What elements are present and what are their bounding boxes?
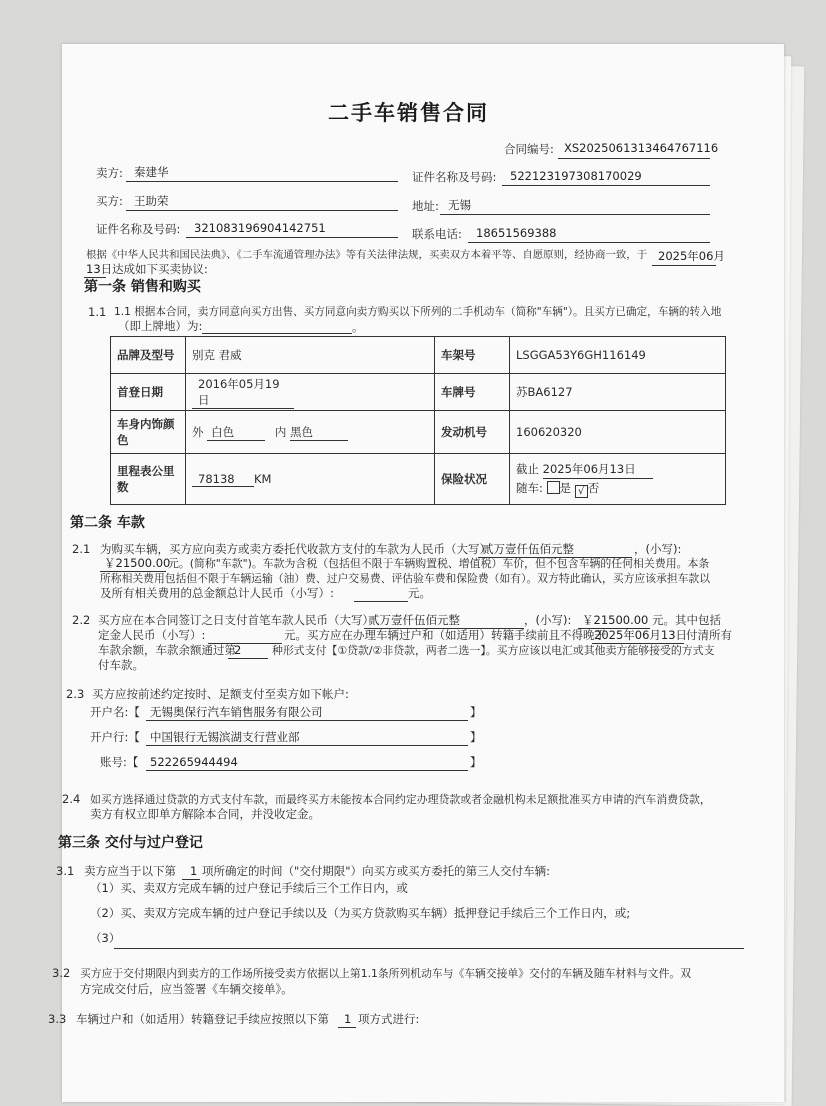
- clause-2-2-date: 2025年06月13日: [594, 628, 688, 642]
- brand-value: 别克 君威: [192, 348, 242, 362]
- buyer-id-label: 证件名称及号码:: [96, 222, 181, 236]
- article1-title: 第一条 销售和购买: [84, 279, 201, 295]
- clause-2-2-n-underline: [228, 658, 268, 659]
- reg-date-label: 首登日期: [111, 374, 186, 411]
- clause-2-4-a: 如买方选择通过贷款的方式支付车款，而最终买方未能按本合同约定办理贷款或者金融机构未足额批准买方申请的汽车消费贷款，: [90, 793, 711, 806]
- clause-3-1-n: 1: [190, 864, 198, 878]
- clause-2-3-num: 2.3: [66, 687, 85, 701]
- clause-3-3-n: 1: [344, 1012, 352, 1026]
- clause-3-1-a: 卖方应当于以下第: [84, 864, 176, 878]
- color-label: 车身内饰颜色: [111, 411, 186, 454]
- buyer-value: 王助荣: [134, 194, 169, 208]
- account-holder-value: 无锡奥保行汽车销售服务有限公司: [150, 705, 323, 719]
- article1-text2-end: 。: [352, 320, 364, 334]
- account-no-value: 522265944494: [150, 755, 238, 769]
- exterior-color: 白色: [207, 424, 265, 441]
- table-row: [111, 411, 726, 454]
- clause-2-1-c: 元。(简称"车款")。车款为含税（包括但不限于车辆购置税、增值税）车价，但不包含车辆的任何相关费用。本条: [168, 557, 710, 570]
- contract-no-label: 合同编号:: [504, 142, 554, 156]
- seller-value: 秦建华: [134, 165, 169, 179]
- seller-id-underline: [502, 185, 710, 186]
- odometer-unit: KM: [254, 471, 272, 486]
- odometer-label: 里程表公里数: [111, 454, 186, 505]
- clause-2-2-b: ，(小写):: [524, 613, 572, 627]
- clause-2-1-b: ，(小写):: [634, 542, 682, 556]
- phone-label: 联系电话:: [412, 227, 462, 241]
- register-place-blank: [202, 333, 352, 334]
- account-holder-label: 开户名:【: [90, 705, 140, 719]
- account-no-label: 账号:【: [100, 755, 139, 769]
- clause-2-1-num: 2.1: [72, 542, 91, 556]
- clause-3-2-num: 3.2: [52, 966, 71, 980]
- clause-3-2-b: 方完成交付后，应当签署《车辆交接单》。: [80, 982, 293, 996]
- reg-date-value: 2016年05月19日: [192, 376, 294, 409]
- insurance-with-car-label: 随车:: [516, 481, 543, 495]
- clause-2-1-d: 所称相关费用包括但不限于车辆运输（油）费、过户交易费、评估验车费和保险费（如有）。双方特此确认，买方应该承担车款以: [100, 572, 711, 585]
- engine-label: 发动机号: [435, 411, 510, 454]
- clause-2-1-a: 为购买车辆，买方应向卖方或卖方委托代收款方支付的车款为人民币（大写）: [100, 542, 491, 556]
- address-label: 地址:: [412, 199, 439, 213]
- interior-color: 黑色: [290, 424, 348, 441]
- yes-label: 是: [559, 481, 572, 495]
- clause-2-2-c: 元。其中包括: [652, 613, 721, 627]
- clause-2-2-d: 定金人民币（小写）:: [98, 628, 206, 642]
- clause-2-2-a: 买方应在本合同签订之日支付首笔车款人民币（大写）: [98, 613, 374, 627]
- account-holder-underline: [146, 720, 468, 721]
- plate-label: 车牌号: [435, 374, 510, 411]
- bank-value: 中国银行无锡滨湖支行营业部: [150, 730, 300, 744]
- bank-underline: [146, 745, 468, 746]
- clause-3-3-n-underline: [338, 1027, 356, 1028]
- table-row: [111, 374, 726, 411]
- exterior-label: 外: [192, 424, 204, 439]
- clause-2-3-a: 买方应按前述约定按时、足额支付至卖方如下帐户:: [92, 687, 349, 701]
- clause-2-2-num: 2.2: [72, 613, 91, 627]
- no-checkbox[interactable]: √: [575, 485, 588, 498]
- clause-2-1-total-blank: [354, 601, 408, 602]
- article1-text1: 1.1 根据本合同，卖方同意向买方出售、买方同意向卖方购买以下所列的二手机动车（简称"车辆"）。且买方已确定，车辆的转入地: [114, 306, 722, 318]
- insurance-label: 保险状况: [435, 454, 510, 505]
- insurance-until-value: 2025年06月13日: [543, 460, 653, 479]
- seller-label: 卖方:: [96, 166, 123, 180]
- preamble-line1: 根据《中华人民共和国民法典》、《二手车流通管理办法》等有关法律法规，买卖双方本着平等、自愿原则，经协商一致，于: [86, 249, 648, 261]
- bank-close: 】: [470, 730, 482, 744]
- clause-2-4-b: 卖方有权立即单方解除本合同，并没收定金。: [90, 807, 320, 821]
- phone-value: 18651569388: [476, 226, 557, 240]
- preamble-date-year: 2025年06月: [658, 249, 725, 263]
- clause-3-1-option3: （3）: [90, 931, 121, 945]
- seller-underline: [126, 181, 398, 182]
- clause-3-1-option1: （1）买、卖双方完成车辆的过户登记手续后三个工作日内，或: [90, 881, 408, 895]
- buyer-id-underline: [186, 237, 398, 238]
- article1-num: 1.1: [88, 305, 107, 319]
- plate-value: 苏BA6127: [516, 385, 573, 399]
- clause-3-1-option2: （2）买、卖双方完成车辆的过户登记手续以及（为买方贷款购买车辆）抵押登记手续后三个工作日内，或;: [90, 906, 631, 920]
- clause-2-2-f: 付清所有: [686, 628, 732, 642]
- yes-checkbox[interactable]: [547, 481, 560, 494]
- contract-no-value: XS2025061313464767116: [564, 141, 719, 155]
- clause-2-4-num: 2.4: [62, 792, 81, 806]
- vin-value: LSGGA53Y6GH116149: [516, 348, 646, 362]
- table-row: [111, 454, 726, 505]
- phone-underline: [468, 242, 710, 243]
- no-label: 否: [587, 481, 600, 495]
- contract-title: 二手车销售合同: [328, 101, 489, 125]
- seller-id-value: 522123197308170029: [510, 169, 642, 183]
- clause-2-2-e: 元。买方应在办理车辆过户和（如适用）转籍手续前且不得晚于: [284, 628, 606, 642]
- engine-value: 160620320: [516, 425, 582, 439]
- brand-label: 品牌及型号: [111, 337, 186, 374]
- account-no-close: 】: [470, 755, 482, 769]
- clause-2-2-h: 种形式支付【①贷款/②非贷款，两者二选一】。买方应该以电汇或其他卖方能够接受的方式支: [272, 644, 715, 657]
- clause-3-1-num: 3.1: [56, 864, 75, 878]
- clause-2-1-amount: ￥21500.00: [104, 556, 171, 570]
- address-value: 无锡: [448, 198, 471, 212]
- buyer-label: 买方:: [96, 194, 123, 208]
- insurance-until-label: 截止: [516, 462, 539, 476]
- bank-label: 开户行:【: [90, 730, 140, 744]
- interior-label: 内: [274, 424, 287, 439]
- buyer-id-value: 321083196904142751: [194, 221, 326, 235]
- seller-id-label: 证件名称及号码:: [412, 170, 497, 184]
- clause-2-2-n: 2: [234, 643, 242, 657]
- article2-title: 第二条 车款: [70, 515, 145, 531]
- buyer-underline: [126, 210, 398, 211]
- clause-3-1-n-underline: [182, 879, 200, 880]
- preamble-line2: 达成如下买卖协议:: [112, 262, 208, 276]
- clause-3-3-num: 3.3: [48, 1012, 67, 1026]
- contract-no-underline: [558, 158, 710, 159]
- clause-2-1-upper: 贰万壹仟伍佰元整: [482, 542, 574, 556]
- clause-3-3-a: 车辆过户和（如适用）转籍登记手续应按照以下第: [76, 1012, 329, 1026]
- clause-2-2-amount: ￥21500.00: [582, 613, 649, 627]
- preamble-date-underline: [652, 265, 716, 266]
- vin-label: 车架号: [435, 337, 510, 374]
- account-holder-close: 】: [470, 705, 482, 719]
- clause-3-2-a: 买方应于交付期限内到卖方的工作场所接受卖方依据以上第1.1条所列机动车与《车辆交接单》交付的车辆及随车材料与文件。双: [80, 967, 691, 980]
- clause-3-3-b: 项方式进行:: [358, 1012, 420, 1026]
- article1-text2: （即上牌地）为:: [118, 319, 203, 333]
- table-row: [111, 337, 726, 374]
- article3-title: 第三条 交付与过户登记: [58, 835, 203, 851]
- account-no-underline: [146, 770, 468, 771]
- vehicle-info-table: [110, 336, 726, 505]
- odometer-value: 78138: [192, 472, 254, 487]
- clause-2-2-upper: 贰万壹仟伍佰元整: [368, 613, 460, 627]
- clause-3-1-b: 项所确定的时间（"交付期限"）向买方或买方委托的第三人交付车辆:: [202, 864, 550, 878]
- clause-2-1-e-end: 元。: [408, 586, 431, 600]
- clause-2-2-i: 付车款。: [98, 658, 144, 672]
- address-underline: [440, 214, 710, 215]
- preamble-date-day: 13日: [86, 262, 113, 276]
- clause-3-1-option3-blank: [114, 948, 744, 949]
- clause-2-2-g: 车款余额，车款余额通过第: [98, 643, 236, 657]
- clause-2-1-e: 及所有相关费用的总金额总计人民币（小写）:: [100, 586, 334, 600]
- contract-page: [48, 44, 784, 1102]
